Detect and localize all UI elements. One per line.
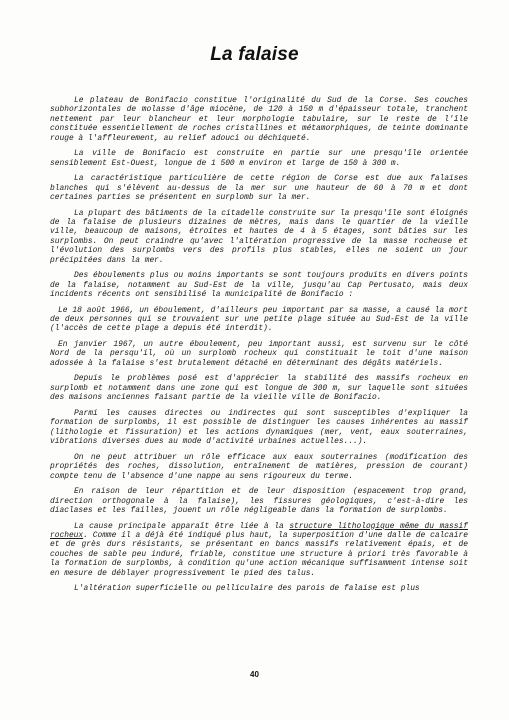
cause-text-start: La cause principale apparaît être liée à la — [74, 521, 290, 531]
paragraph-caracteristique: La caractéristique particulière de cette région de Corse est due aux falaises blanches qui s'élèvent au-dessus de la mer sur une hauteur de 60 à 70 m et dont certaines parties se présentent en surplomb sur la mer. — [50, 174, 468, 203]
paragraph-incident-1967: En janvier 1967, un autre éboulement, peu important aussi, est survenu sur le côté Nord de la persqu'il, où un surplomb rocheux qui constituait le toit d'une maison adossée à la falaise s'est brutalement détaché en déterminant des dégâts matériels. — [50, 340, 468, 368]
body-text — [50, 96, 468, 600]
paragraph-alteration: L'altération superficielle ou pelliculaire des parois de falaise est plus — [74, 584, 420, 594]
page-number: 40 — [250, 670, 259, 679]
paragraph-eaux: On ne peut attribuer un rôle efficace aux eaux souterraines (modification des propriétés des roches, dissolution, entraînement de matières, pression de courant) compte tenu de l'absence d'une nappe au sens rigoureux du terme. — [50, 452, 468, 481]
paragraph-fissures: En raison de leur répartition et de leur disposition (espacement trop grand, direction orthogonale à la falaise), les fissures géologiques, c'est-à-dire les diaclases et les failles, jouent un rôle négligeable dans la formation de surplombs. — [50, 487, 468, 515]
paragraph-eboulements: Des éboulements plus ou moins importants se sont toujours produits en divers points de la falaise, notamment au Sud-Est de la ville, jusqu'au Cap Pertusato, mais deux incidents récents ont sensibilisé la municipalité de Bonifacio : — [50, 271, 468, 300]
paragraph-causes: Parmi les causes directes ou indirectes qui sont susceptibles d'expliquer la formation de surplombs, il est possible de distinguer les causes inhérentes au massif (lithologie et fissuration) et les actions dynamiques (mer, vent, eaux souterraines, vibrations diverses dues au mode d'activité urbaines actuelles...). — [50, 408, 468, 447]
page-title: La falaise — [210, 44, 299, 65]
paragraph-incident-1966: Le 18 août 1966, un éboulement, d'ailleurs peu important par sa masse, a causé la mort de deux personnes qui se trouvaient sur une petite plage située au Sud-Est de la ville (l'accès de cette plage a depuis été interdit). — [50, 305, 468, 334]
cause-underlined-text: structure lithologique même du massif rocheux — [50, 521, 468, 540]
paragraph-ville: La ville de Bonifacio est construite en partie sur une presqu'île orientée sensiblement Est-Ouest, longue de 1 500 m environ et large de 150 à 300 m. — [50, 149, 468, 168]
paragraph-cause-principale — [50, 522, 468, 578]
paragraph-probleme: Depuis le problèmes posé est d'apprécier la stabilité des massifs rocheux en surplomb et notamment dans une zone qui est longue de 300 m, sur laquelle sont situées des maisons anciennes faisant partie de la vieille ville de Bonifacio. — [50, 374, 468, 403]
cause-text-end: . Comme il a déjà été indiqué plus haut, la superposition d'une dalle de calcaire et de grès durs résistants, se présentant en bancs massifs relativement épais, et de couches de sable peu induré, friable, constitue une structure à priori très favorable à la formation de surplombs, à condition qu'une action mécanique suffisamment intense soit en mesure de déblayer progressivement le pied des talus. — [50, 530, 468, 578]
paragraph-intro: Le plateau de Bonifacio constitue l'originalité du Sud de la Corse. Ses couches subhorizontales de molasse d'âge miocène, de 120 à 150 m d'épaisseur totale, tranchent nettement par leur blancheur et leur morphologie tabulaire, sur le reste de l'île constituée essentiellement de roches cristallines et métamorphiques, de teinte dominante rouge à l'affleurement, au relief adouci ou déchiqueté. — [50, 96, 468, 143]
paragraph-batiments: La plupart des bâtiments de la citadelle construite sur la presqu'île sont éloignés de la falaise de plusieurs dizaines de mètres, mais dans le quartier de la vieille ville, beaucoup de maisons, étroites et hautes de 4 à 5 étages, sont bâties sur les surplombs. On peut craindre qu'avec l'altération progressive de la masse rocheuse et l'évolution des surplombs vers des profils plus stables, elles ne soient un jour précipitées dans la mer. — [50, 208, 468, 265]
